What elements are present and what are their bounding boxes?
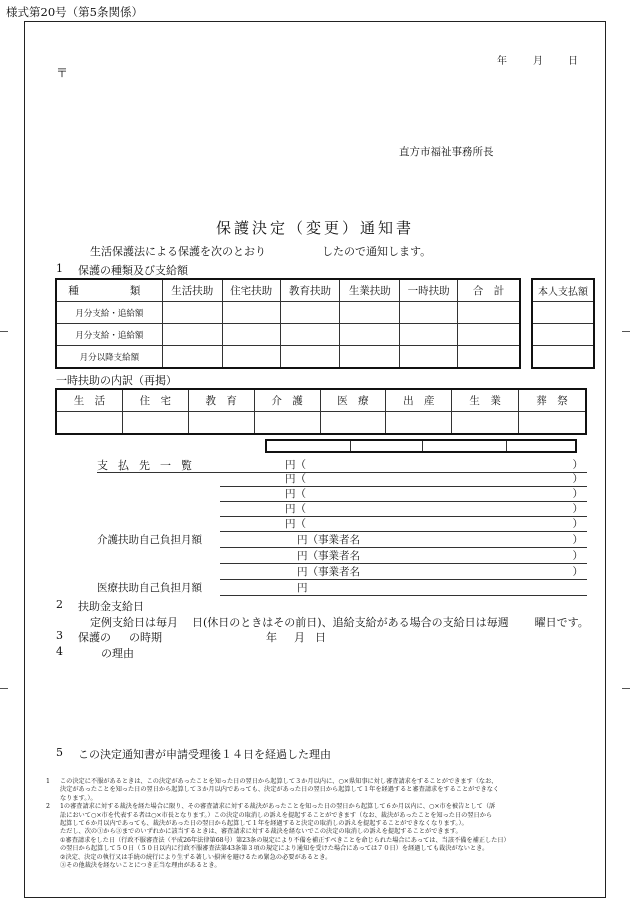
section1-heading: 保護の種類及び支給額 [78,264,188,277]
footnote [46,778,600,803]
table-row [57,346,520,368]
footnotes [46,778,600,870]
table-cell [400,346,458,368]
document-title: 保護決定（変更）通知書 [215,219,414,237]
care-yen-label: 円（事業者名 [297,566,360,578]
table-cell [222,302,280,324]
lead-sentence [90,243,431,259]
footnote-line: 決定があったことを知った日の翌日から起算して３か月以内であっても、決定があった日の翌日から起算して１年を経過すると審査請求をすることができなく [60,786,500,794]
section3-day: 日 [315,631,326,644]
section3-label-b: の時期 [129,631,162,644]
table-cell [519,412,586,434]
header-total: 合 計 [458,280,520,302]
section2-text-c: 曜日です。 [534,616,589,629]
table-cell [423,441,507,452]
margin-tick-right-upper [622,331,630,332]
medical-yen-label: 円 [297,582,308,594]
self-payment-table [532,279,594,368]
table-cell [280,346,340,368]
table-cell [507,441,576,452]
form-number-label: 様式第20号（第5条関係） [6,5,143,19]
paren-close: ） [572,488,583,500]
table-cell [162,302,222,324]
header-living: 生活扶助 [162,280,222,302]
table-cell [351,441,423,452]
sender-name: 直方市福祉事務所長 [399,146,494,158]
temporary-breakdown-table [56,389,586,434]
footnote-line: ただし、次の①から③までのいずれかに該当するときは、審査請求に対する裁決を経ないでこの決定の取消しの訴えを提起することができます。 [60,828,462,836]
table-cell [386,412,452,434]
section3-number: 3 [56,629,63,642]
header-childbirth: 出 産 [386,390,452,412]
table-row [57,324,520,346]
header-occupation: 生 業 [452,390,519,412]
section2-text-a: 定例支給日は毎月 [90,616,178,629]
care-self-pay-label: 介護扶助自己負担月額 [97,534,202,546]
table-cell [340,346,400,368]
header-type: 種 類 [57,280,163,302]
section3-month: 月 [294,631,305,644]
lead-after: したので通知します。 [322,245,432,258]
paren-close: ） [572,534,583,546]
section3-label-a: 保護の [78,631,111,644]
date-month: 月 [533,56,543,67]
payment-line-3 [220,486,587,500]
paren-close: ） [572,503,583,515]
payment-line-4 [220,501,587,515]
table-cell [280,324,340,346]
date-year: 年 [497,56,507,67]
footnote [46,803,600,870]
care-line-3 [220,564,587,578]
section4-label: の理由 [101,647,134,660]
payment-line-5 [220,516,587,530]
footnote-line: の翌日から起算して５０日（５０日以内に行政不服審査法第43条第３項の規定により通知を受けた場合にあっては７０日）を経過しても裁決がないとき。 [60,845,489,853]
table-cell [280,302,340,324]
table-cell [320,412,386,434]
margin-tick-right-lower [622,688,630,689]
header-self-payment: 本人支払額 [533,280,594,302]
yen-label: 円（ [285,459,306,471]
table-cell [400,302,458,324]
footnote-line: なります。）。 [60,794,97,802]
care-line-1 [97,532,587,546]
payment-line-2 [220,471,587,485]
medical-self-pay-label: 医療扶助自己負担月額 [97,582,202,594]
table-row [57,302,520,324]
table-cell [162,346,222,368]
table-cell [400,324,458,346]
table-cell [458,302,520,324]
row-label: 月分支給・追給額 [57,302,163,324]
header-education: 教育扶助 [280,280,340,302]
table-cell [57,412,123,434]
margin-tick-left-upper [0,331,8,332]
footnote-line: ②決定、決定の執行又は手続の続行により生ずる著しい損害を避けるため緊急の必要があるとき。 [60,853,332,861]
header-temporary: 一時扶助 [400,280,458,302]
footnote-line: ①審査請求をした日（行政不服審査法（平成26年法律第68号）第23条の規定により不備を補正すべきことを命じられた場合にあっては、当該不備を補正した日） [60,836,510,844]
header-housing: 住 宅 [122,390,188,412]
row-label: 月分以降支給額 [57,346,163,368]
yen-label: 円（ [285,473,306,485]
benefit-amount-table [56,279,520,368]
footnote-line: この決定に不服があるときは、この決定があったことを知った日の翌日から起算して３か月以内に、○×県知事に対し審査請求をすることができます（なお、 [60,778,498,785]
postal-mark: 〒 [56,66,69,80]
paren-close: ） [572,473,583,485]
header-care: 介 護 [254,390,320,412]
yen-label: 円（ [285,503,306,515]
table-cell [533,302,594,324]
yen-label: 円（ [285,518,306,530]
margin-tick-left-lower [0,688,8,689]
footnote-number: 2 [46,803,50,811]
table-cell [340,324,400,346]
table-cell [267,441,351,452]
yen-label: 円（ [285,488,306,500]
header-housing: 住宅扶助 [222,280,280,302]
table-cell [458,346,520,368]
table-cell [222,324,280,346]
payment-destination-label: 支払先一覧 [97,459,202,472]
footnote-line: 訟において○×市を代表する者は○×市長となります。）この決定の取消しの訴えを提起することができます（なお、裁決があったことを知った日の翌日から [60,811,493,819]
section2-text-b: 日(休日のときはその前日)、追給支給がある場合の支給日は毎週 [192,616,509,629]
row-label: 月分支給・追給額 [57,324,163,346]
date-day: 日 [568,56,578,67]
blank-box-strip [266,440,576,452]
section4-number: 4 [56,645,63,658]
footnote-line: ③その他裁決を経ないことにつき正当な理由があるとき。 [60,862,221,870]
table-cell [122,412,188,434]
table-cell [533,324,594,346]
section2-heading: 扶助金支給日 [78,600,144,613]
paren-close: ） [572,566,583,578]
breakdown-heading: 一時扶助の内訳（再掲） [56,374,177,387]
table-cell [162,324,222,346]
section3-year: 年 [266,631,277,644]
table-cell [340,302,400,324]
header-living: 生 活 [57,390,123,412]
table-cell [188,412,254,434]
section2-text [90,614,589,630]
care-yen-label: 円（事業者名 [297,534,360,546]
payment-line-1 [97,457,587,471]
header-medical: 医 療 [320,390,386,412]
lead-before: 生活保護法による保護を次のとおり [90,245,266,258]
header-funeral: 葬 祭 [519,390,586,412]
table-cell [452,412,519,434]
section2-number: 2 [56,598,63,611]
section5-label: この決定通知書が申請受理後１４日を経過した理由 [78,748,331,761]
section1-number: 1 [56,262,63,275]
table-cell [533,346,594,368]
footnote-line: 起算して６か月以内であっても、裁決があった日の翌日から起算して１年を経過すると決定の取消しの訴えを提起することができなくなります。）。 [60,820,468,828]
footnote-line: 1の審査請求に対する裁決を経た場合に限り、その審査請求に対する裁決があったことを知った日の翌日から起算して６か月以内に、○×市を被告として（訴 [60,803,496,811]
table-cell [222,346,280,368]
care-line-2 [220,548,587,562]
footnote-number: 1 [46,778,50,785]
table-cell [254,412,320,434]
table-cell [458,324,520,346]
medical-line [97,580,587,594]
paren-close: ） [572,550,583,562]
section5-number: 5 [56,746,63,759]
table-row [57,412,586,434]
header-education: 教 育 [188,390,254,412]
care-yen-label: 円（事業者名 [297,550,360,562]
paren-close: ） [572,459,583,471]
paren-close: ） [572,518,583,530]
header-occupation: 生業扶助 [340,280,400,302]
